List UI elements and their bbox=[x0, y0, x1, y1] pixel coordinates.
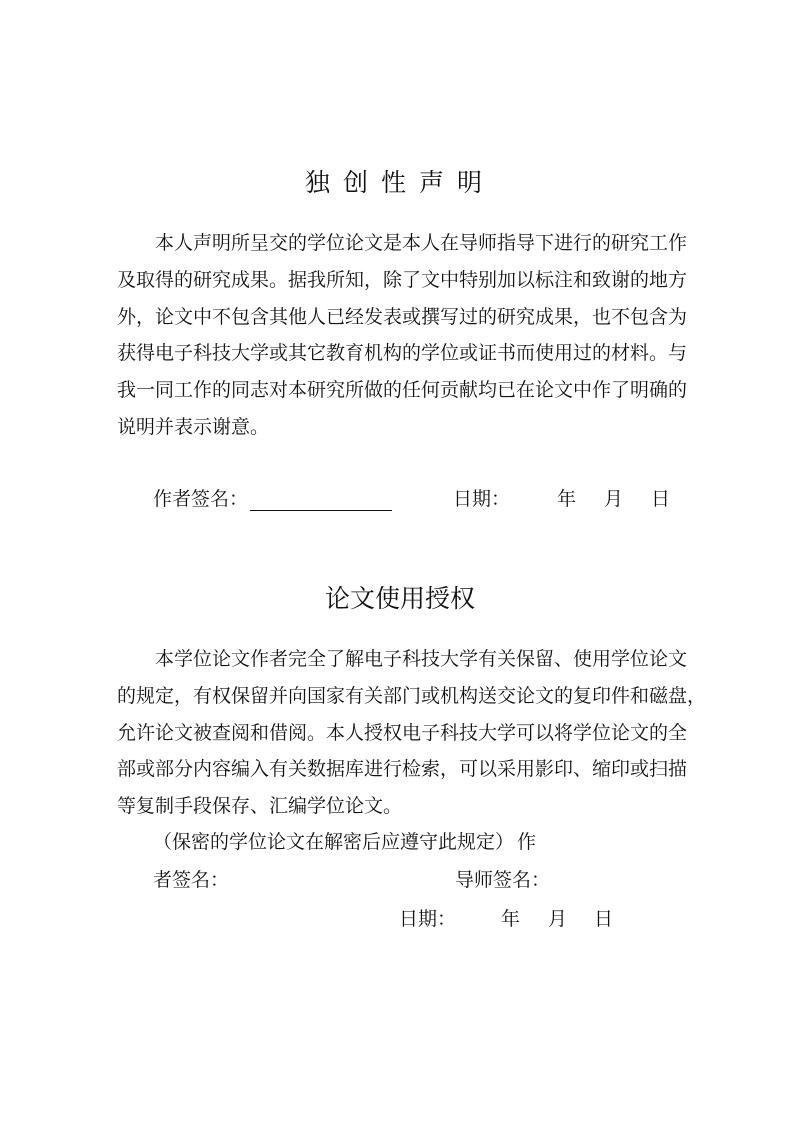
declaration-year: 年 bbox=[557, 488, 577, 510]
declaration-line: 外，论文中不包含其他人已经发表或撰写过的研究成果，也不包含为 bbox=[117, 305, 688, 328]
authorization-line: 本学位论文作者完全了解电子科技大学有关保留、使用学位论文 bbox=[155, 648, 688, 670]
authorization-title: 论文使用授权 bbox=[324, 584, 475, 613]
declaration-line: 及取得的研究成果。据我所知，除了文中特别加以标注和致谢的地方 bbox=[117, 268, 688, 291]
declaration-line: 获得电子科技大学或其它教育机构的学位或证书而使用过的材料。与 bbox=[117, 342, 688, 365]
authorization-line: 等复制手段保存、汇编学位论文。 bbox=[117, 795, 403, 818]
declaration-month: 月 bbox=[604, 488, 624, 510]
declaration-date-label: 日期： bbox=[453, 488, 511, 510]
authorization-line: 允许论文被查阅和借阅。本人授权电子科技大学可以将学位论文的全 bbox=[117, 721, 688, 744]
declaration-line: 说明并表示谢意。 bbox=[117, 415, 270, 438]
declaration-paragraph bbox=[117, 225, 687, 446]
author-signature-row bbox=[153, 484, 392, 511]
declaration-title: 独创性声明 bbox=[304, 168, 495, 197]
authorization-month: 月 bbox=[548, 908, 568, 930]
advisor-signature-label: 导师签名： bbox=[455, 869, 551, 891]
author-signature-line[interactable] bbox=[250, 488, 392, 511]
declaration-day: 日 bbox=[651, 488, 671, 510]
author-signature-label: 作者签名： bbox=[153, 488, 249, 510]
zuo-char: 作 bbox=[517, 831, 537, 853]
authorization-line: 的规定，有权保留并向国家有关部门或机构送交论文的复印件和磁盘， bbox=[117, 684, 707, 707]
declaration-line: 我一同工作的同志对本研究所做的任何贡献均已在论文中作了明确的 bbox=[117, 379, 688, 402]
authorization-day: 日 bbox=[594, 908, 614, 930]
authorization-date-label: 日期： bbox=[399, 908, 457, 930]
declaration-line: 本人声明所呈交的学位论文是本人在导师指导下进行的研究工作 bbox=[155, 232, 688, 254]
authorization-line: 部或部分内容编入有关数据库进行检索，可以采用影印、缩印或扫描 bbox=[117, 758, 688, 781]
authorization-paragraph bbox=[117, 641, 706, 825]
author-signature-label-2: 者签名： bbox=[153, 869, 230, 891]
authorization-year: 年 bbox=[501, 908, 521, 930]
confidential-note: （保密的学位论文在解密后应遵守此规定） bbox=[153, 831, 515, 853]
